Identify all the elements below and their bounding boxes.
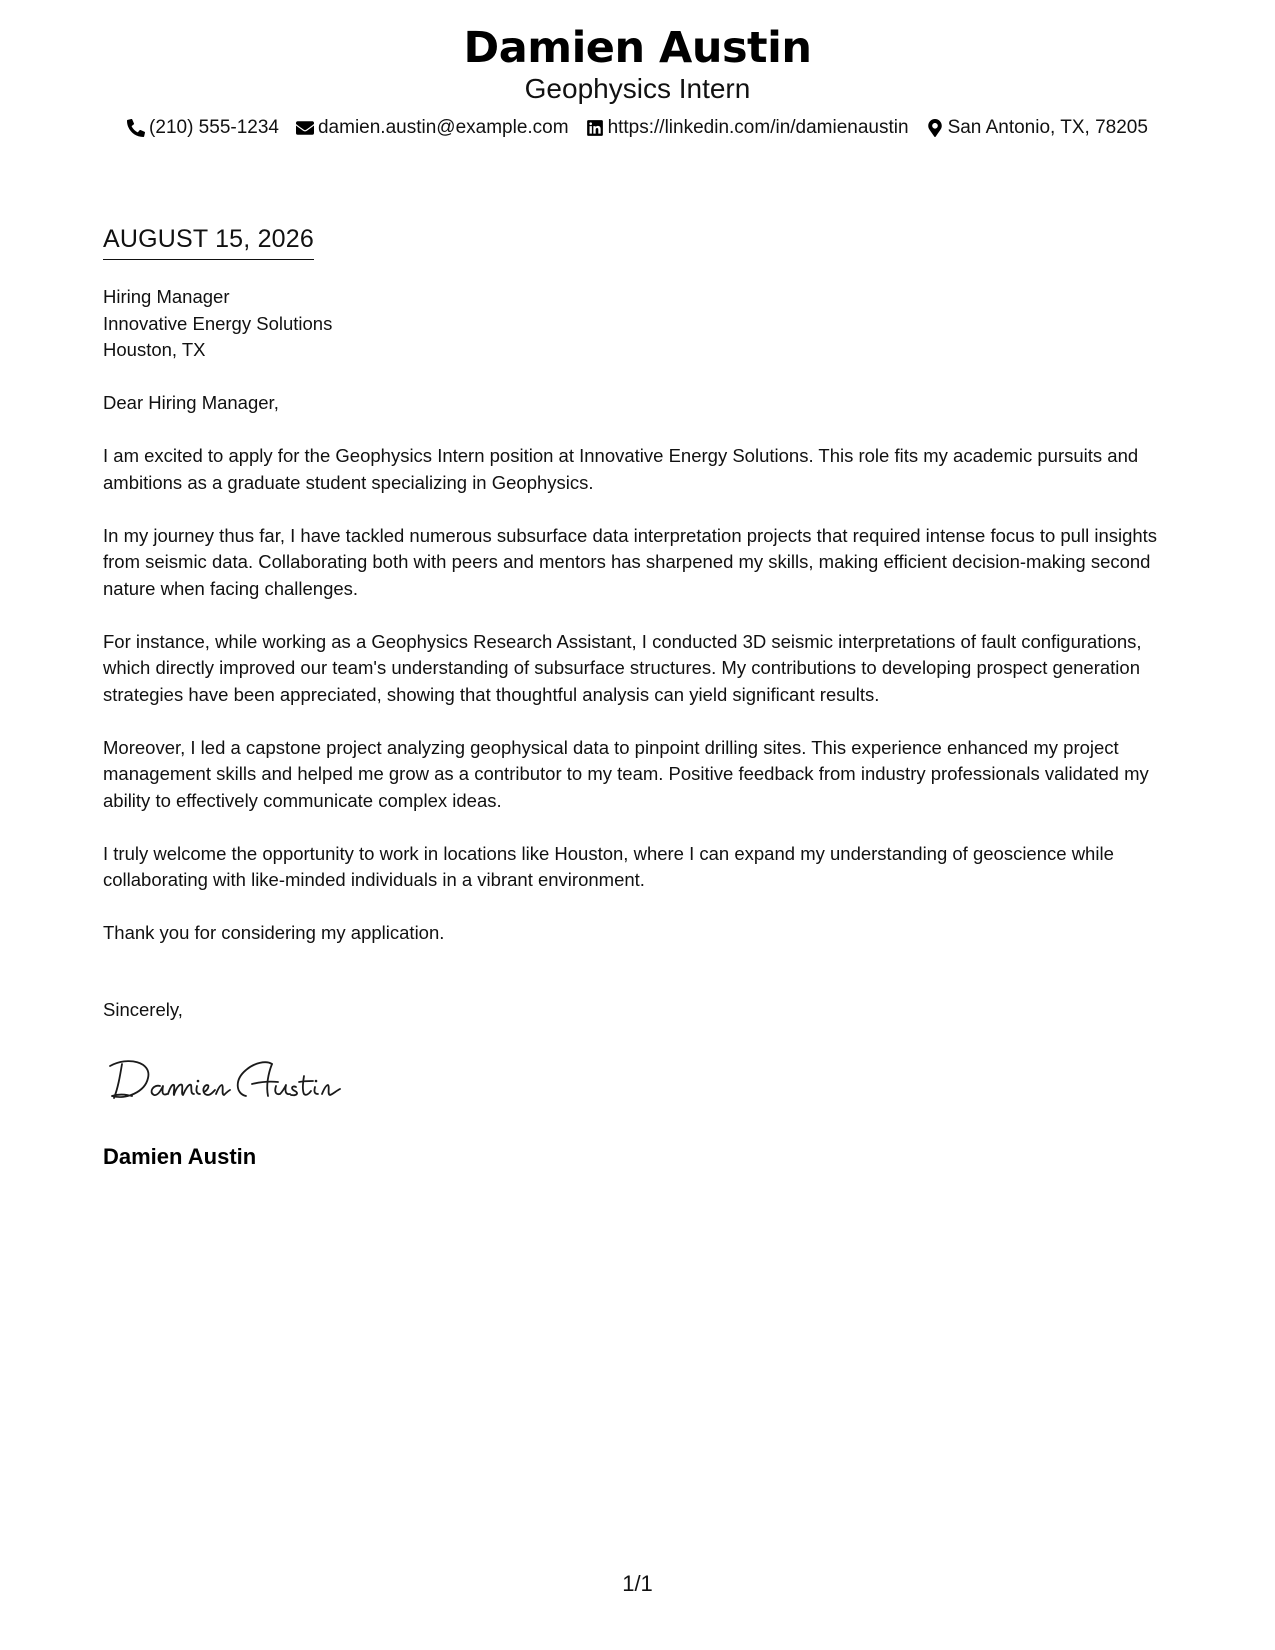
contact-phone xyxy=(127,116,279,140)
map-marker-icon xyxy=(926,119,944,137)
page-number: 1/1 xyxy=(622,1571,653,1596)
contact-linkedin[interactable] xyxy=(586,116,909,140)
signer-name: Damien Austin xyxy=(103,1144,257,1169)
contact-location-text: San Antonio, TX, 78205 xyxy=(947,117,1148,138)
letter-body xyxy=(103,390,1173,973)
body-paragraph: Moreover, I led a capstone project analyzing geophysical data to pinpoint drilling sites. This experience enhanced my project management skills and helped me grow as a contributor to my team. Positive feedback from industry professionals validated my ability to effectively communicate complex ideas. xyxy=(103,736,1149,811)
body-paragraph: I am excited to apply for the Geophysics Intern position at Innovative Energy Solutions. This role fits my academic pursuits and ambitions as a graduate student specializing in Geophysics. xyxy=(103,445,1139,493)
applicant-job-title: Geophysics Intern xyxy=(524,73,751,104)
recipient-block xyxy=(103,284,332,364)
contact-location xyxy=(926,116,1148,140)
envelope-icon xyxy=(296,119,314,137)
letter-date: AUGUST 15, 2026 xyxy=(103,224,314,260)
letter-header xyxy=(0,22,1275,140)
recipient-company: Innovative Energy Solutions xyxy=(103,312,333,334)
linkedin-icon xyxy=(586,119,604,137)
handwritten-signature xyxy=(108,1050,358,1110)
contact-phone-text: (210) 555-1234 xyxy=(149,117,279,138)
body-paragraph: I truly welcome the opportunity to work in locations like Houston, where I can expand my understanding of geoscience while collaborating with like-minded individuals in a vibrant environment. xyxy=(103,842,1114,890)
body-paragraph: For instance, while working as a Geophysics Research Assistant, I conducted 3D seismic interpretations of fault configurations, which directly improved our team's understanding of subsurface structures. My contributions to developing prospect generation strategies have been appreciated, showing that thoughtful analysis can yield significant results. xyxy=(103,630,1142,705)
closing-line: Sincerely, xyxy=(103,999,183,1020)
salutation: Dear Hiring Manager, xyxy=(103,392,279,413)
contact-linkedin-text[interactable]: https://linkedin.com/in/damienaustin xyxy=(607,117,909,138)
phone-icon xyxy=(127,119,145,137)
recipient-location: Houston, TX xyxy=(103,339,206,360)
recipient-title: Hiring Manager xyxy=(103,286,230,307)
body-paragraph: In my journey thus far, I have tackled numerous subsurface data interpretation projects that required intense focus to pull insights from seismic data. Collaborating both with peers and mentors has sharpened my skills, making efficient decision-making second nature when facing challenges. xyxy=(103,524,1158,599)
applicant-name: Damien Austin xyxy=(463,23,812,73)
contact-info-row xyxy=(0,116,1275,140)
body-paragraph: Thank you for considering my application. xyxy=(103,922,445,943)
contact-email-text[interactable]: damien.austin@example.com xyxy=(317,117,569,138)
contact-email[interactable] xyxy=(296,116,569,140)
